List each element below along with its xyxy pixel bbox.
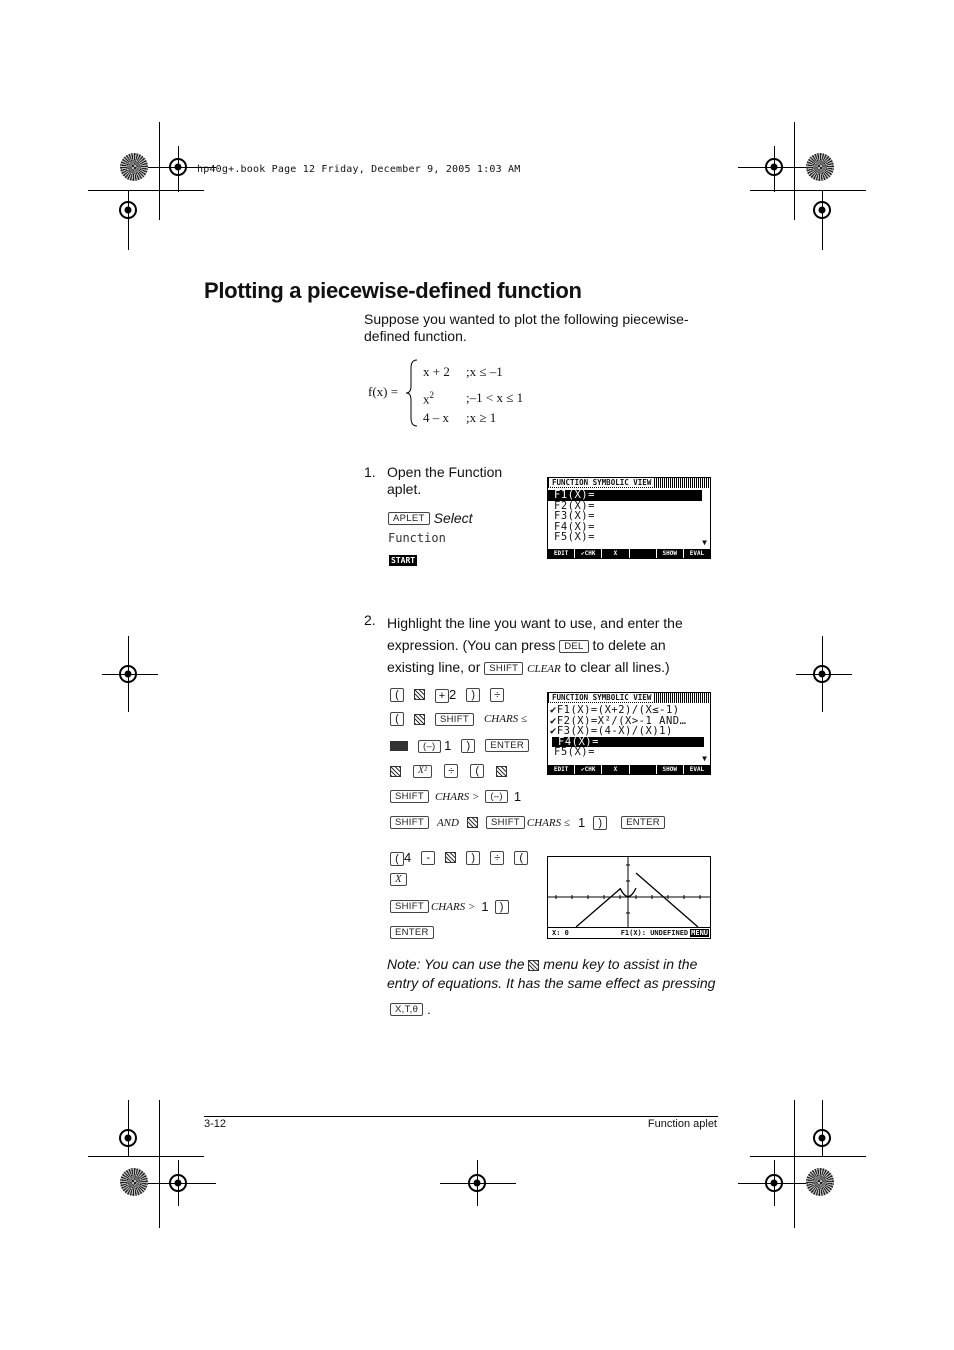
start-softkey[interactable]: START — [391, 556, 416, 565]
brace-icon — [405, 358, 419, 428]
page-number: 3-12 — [204, 1118, 227, 1130]
menu-softkey-icon[interactable] — [390, 741, 408, 751]
menu-show[interactable]: SHOW — [657, 765, 683, 774]
menu-softkey[interactable]: MENU — [691, 929, 708, 937]
registration-mark-icon — [110, 1120, 146, 1156]
open-paren-key[interactable]: ( — [390, 852, 404, 866]
scroll-down-icon: ▼ — [702, 754, 707, 763]
screen-line: F5(X)= — [554, 746, 595, 758]
divide-key[interactable]: ÷ — [490, 688, 504, 702]
aplet-key[interactable]: APLET — [388, 512, 430, 525]
select-label: Select — [433, 510, 473, 526]
menu-show[interactable]: SHOW — [657, 549, 683, 558]
menu-x[interactable]: X — [602, 549, 628, 558]
registration-mark-icon — [804, 192, 840, 228]
section-name: Function aplet — [647, 1118, 717, 1130]
status-fx: F1(X): UNDEFINED — [620, 929, 689, 937]
shift-key[interactable]: SHIFT — [390, 790, 429, 803]
registration-mark-icon — [756, 1165, 792, 1201]
keystroke-row-5: SHIFT CHARS > (–) 1 — [390, 789, 521, 804]
x-variable-key-icon[interactable] — [445, 852, 456, 863]
color-bar-target-icon — [120, 153, 148, 181]
status-x: X: 0 — [552, 929, 569, 937]
del-key[interactable]: DEL — [559, 640, 588, 653]
x-variable-key-icon[interactable] — [414, 689, 425, 700]
scroll-down-icon: ▼ — [702, 538, 707, 547]
x-variable-key-icon[interactable] — [496, 766, 507, 777]
screen-line: F3(X)= — [554, 510, 595, 522]
menu-chk[interactable]: ✔CHK — [575, 549, 601, 558]
and-label: AND — [436, 816, 459, 829]
color-bar-target-icon — [806, 1168, 834, 1196]
open-paren-key[interactable]: ( — [470, 764, 484, 778]
formula-case-2-expr: $x^2$ — [423, 390, 434, 407]
close-paren-key[interactable]: ) — [461, 739, 475, 753]
x-variable-key-icon[interactable] — [467, 817, 478, 828]
shift-key[interactable]: SHIFT — [484, 662, 523, 675]
x-key[interactable]: X — [390, 873, 407, 886]
screen-line: F5(X)= — [554, 531, 595, 543]
x-variable-key-icon[interactable] — [414, 714, 425, 725]
screen-title: FUNCTION SYMBOLIC VIEW — [552, 693, 652, 702]
intro-text: Suppose you wanted to plot the following piecewise-defined function. — [364, 311, 689, 344]
registration-mark-icon — [160, 149, 196, 185]
calculator-screen-symbolic — [547, 477, 711, 559]
screen-line: F1(X)= — [548, 490, 702, 501]
registration-mark-icon — [756, 149, 792, 185]
digit-2: 2 — [449, 687, 457, 702]
keystroke-row-10 — [390, 926, 434, 939]
negate-key[interactable]: (–) — [485, 790, 508, 803]
function-word: Function — [388, 531, 446, 545]
screen-line: ✔F2(X)=X²/(X>-1 AND… — [550, 714, 687, 727]
plus-key[interactable]: + — [435, 689, 449, 703]
print-header: hp40g+.book Page 12 Friday, December 9, 2005 1:03 AM — [197, 164, 521, 175]
color-bar-target-icon — [120, 1168, 148, 1196]
negate-key[interactable]: (–) — [418, 740, 441, 753]
registration-mark-icon — [804, 1120, 840, 1156]
divide-key[interactable]: ÷ — [444, 764, 458, 778]
color-bar-target-icon — [806, 153, 834, 181]
menu-eval[interactable]: EVAL — [684, 549, 710, 558]
menu-x[interactable]: X — [602, 765, 628, 774]
keystroke-row-6: SHIFT AND SHIFT CHARS ≤ 1 ) ENTER — [390, 815, 665, 830]
menu-edit[interactable]: EDIT — [548, 765, 574, 774]
close-paren-key[interactable]: ) — [466, 851, 480, 865]
formula-case-3-cond: ;x ≥ 1 — [466, 410, 497, 425]
note-text: Note: You can use the menu key to assist in the entry of equations. It has the same effect as pressing — [387, 956, 716, 991]
open-paren-key[interactable]: ( — [390, 712, 404, 726]
screen-line: ✔F3(X)=(4-X)/(X)1) — [550, 725, 673, 737]
screen-title: FUNCTION SYMBOLIC VIEW — [552, 478, 652, 487]
menu-chk[interactable]: ✔CHK — [575, 765, 601, 774]
menu-edit[interactable]: EDIT — [548, 549, 574, 558]
registration-mark-icon — [160, 1165, 196, 1201]
step-2-text: Highlight the line you want to use, and enter the expression. (You can press DEL to delete an existing line, or SHIFT CLEAR to clear all lines.) — [387, 615, 683, 675]
calculator-screen-entered — [547, 692, 711, 775]
keystroke-row-7: ( 4 - ) ÷ ( — [390, 850, 528, 866]
registration-mark-icon — [459, 1165, 495, 1201]
note-key-row: X,T,θ . — [390, 1002, 431, 1017]
registration-mark-icon — [110, 656, 146, 692]
enter-key[interactable]: ENTER — [390, 926, 434, 939]
plot-graph — [548, 857, 710, 928]
divide-key[interactable]: ÷ — [490, 851, 504, 865]
x-variable-key-icon[interactable] — [390, 766, 401, 777]
shift-key[interactable]: SHIFT — [390, 900, 429, 913]
shift-key[interactable]: SHIFT — [390, 816, 429, 829]
keystroke-row-4 — [390, 764, 507, 778]
screen-line: F4(X)= — [554, 520, 595, 533]
enter-key[interactable]: ENTER — [621, 816, 665, 829]
formula-case-1-expr: x + 2 — [423, 364, 450, 379]
step-1-number: 1. — [364, 464, 376, 480]
screen-line: F2(X)= — [554, 499, 595, 512]
keystroke-row-8 — [390, 873, 407, 886]
keystroke-row-9: SHIFT CHARS > 1 ) — [390, 899, 509, 914]
formula-lhs: f(x) = — [368, 384, 399, 399]
footer-rule — [204, 1116, 718, 1117]
minus-key[interactable]: - — [421, 851, 435, 865]
enter-key[interactable]: ENTER — [485, 739, 529, 752]
step-2-number: 2. — [364, 612, 376, 628]
registration-mark-icon — [804, 656, 840, 692]
close-paren-key[interactable]: ) — [466, 688, 480, 702]
shift-key[interactable]: SHIFT — [435, 713, 474, 726]
calculator-screen-plot — [547, 856, 711, 939]
keystroke-row-1 — [390, 687, 504, 703]
shift-key[interactable]: SHIFT — [486, 816, 525, 829]
keystroke-row-3: (–) 1 ) ENTER — [390, 738, 529, 753]
formula-case-3-expr: 4 – x — [423, 410, 449, 425]
formula-case-2-cond: ;–1 < x ≤ 1 — [466, 390, 524, 405]
open-paren-key[interactable]: ( — [514, 851, 528, 865]
keystroke-row-2: ( SHIFT CHARS ≤ — [390, 712, 527, 726]
x-squared-key[interactable]: X² — [413, 765, 432, 778]
screen-line: ✔F1(X)=(X+2)/(X≤-1) — [550, 704, 680, 716]
open-paren-key[interactable]: ( — [390, 688, 404, 702]
close-paren-key[interactable]: ) — [495, 900, 509, 914]
screen-menu — [548, 765, 710, 774]
close-paren-key[interactable]: ) — [593, 816, 607, 830]
page-title: Plotting a piecewise-defined function — [204, 278, 582, 303]
xttheta-key[interactable]: X,T,θ — [390, 1003, 423, 1016]
screen-line: F4(X)= — [552, 737, 704, 748]
step-1-text: Open the Function aplet. — [387, 464, 503, 497]
registration-mark-icon — [110, 192, 146, 228]
x-variable-key-icon — [528, 960, 539, 971]
menu-blank — [630, 549, 656, 558]
menu-eval[interactable]: EVAL — [684, 765, 710, 774]
screen-menu — [548, 549, 710, 558]
menu-blank — [630, 765, 656, 774]
formula-case-1-cond: ;x ≤ –1 — [466, 364, 503, 379]
